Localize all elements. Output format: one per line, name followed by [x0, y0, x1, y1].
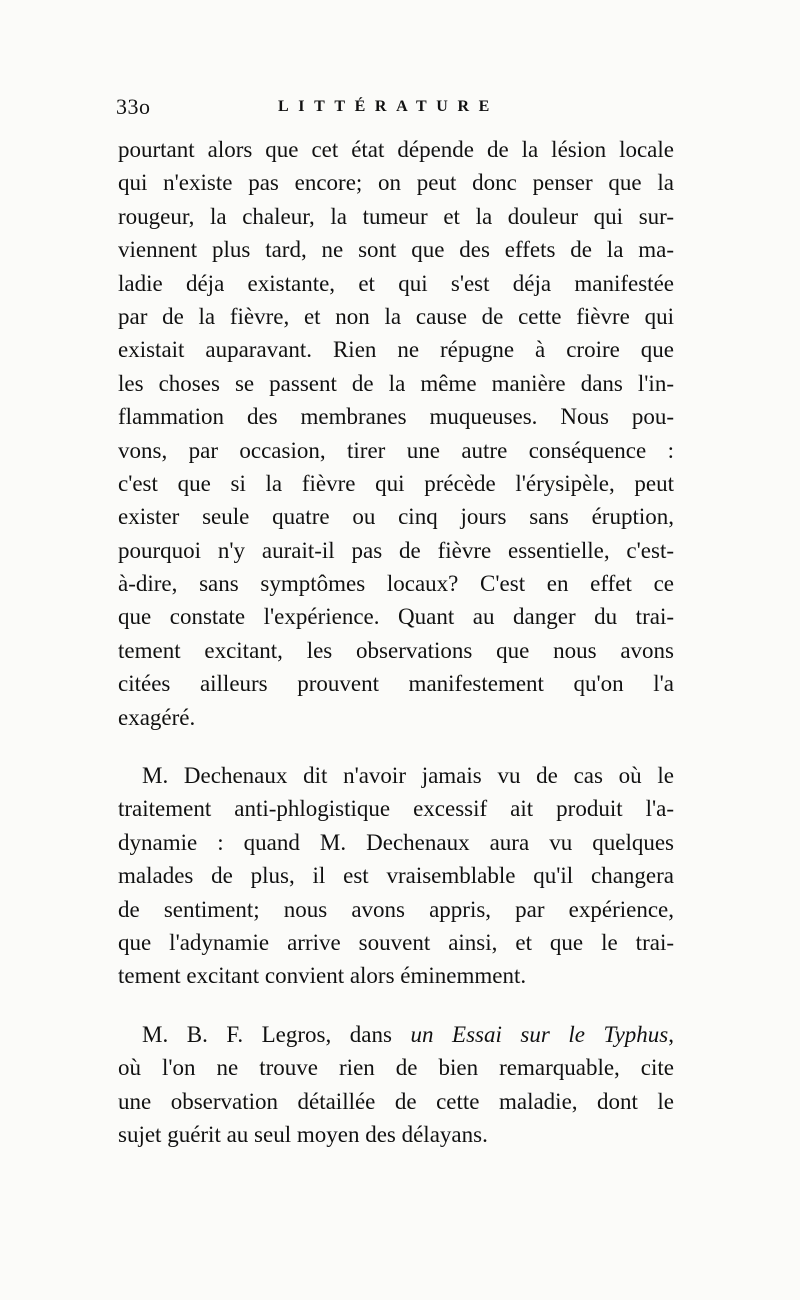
text-line: viennent plus tard, ne sont que des effets de la ma- [118, 237, 674, 263]
paragraph-2 [118, 759, 674, 993]
text-line: les choses se passent de la même manière dans l'in- [118, 370, 674, 396]
text-line [118, 1018, 674, 1051]
text-line: flammation des membranes muqueuses. Nous pou- [118, 404, 674, 430]
running-title: LITTÉRATURE [278, 98, 499, 115]
text-line: de sentiment; nous avons appris, par expérience, [118, 896, 674, 922]
text-line: exagéré. [118, 704, 196, 730]
running-head [116, 94, 686, 124]
text-line: à-dire, sans symptômes locaux? C'est en effet ce [118, 571, 674, 597]
text-line: où l'on ne trouve rien de bien remarquable, cite [118, 1055, 674, 1081]
text-line: dynamie : quand M. Dechenaux aura vu quelques [118, 829, 674, 855]
text-line: c'est que si la fièvre qui précède l'érysipèle, peut [118, 470, 674, 496]
text-line: que constate l'expérience. Quant au danger du trai- [118, 604, 674, 630]
paragraph-gap [118, 734, 674, 759]
text-line: exister seule quatre ou cinq jours sans éruption, [118, 504, 674, 530]
text-line: malades de plus, il est vraisemblable qu'il changera [118, 863, 674, 889]
paragraph-gap [118, 993, 674, 1018]
text-line: qui n'existe pas encore; on peut donc penser que la [118, 170, 674, 196]
text-line: pourquoi n'y aurait-il pas de fièvre essentielle, c'est- [118, 537, 674, 563]
paragraph-3 [118, 1018, 674, 1152]
text-line: ladie déja existante, et qui s'est déja manifestée [118, 270, 674, 296]
text-line: que l'adynamie arrive souvent ainsi, et que le trai- [118, 929, 674, 955]
text-line: rougeur, la chaleur, la tumeur et la douleur qui sur- [118, 203, 674, 229]
text-line: vons, par occasion, tirer une autre conséquence : [118, 437, 674, 463]
text-run: M. B. F. Legros, dans [142, 1021, 411, 1047]
text-line: existait auparavant. Rien ne répugne à croire que [118, 337, 674, 363]
body-text [118, 133, 674, 1151]
text-run: , [668, 1021, 674, 1047]
text-line: citées ailleurs prouvent manifestement qu'on l'a [118, 671, 674, 697]
text-line: tement excitant convient alors éminemment. [118, 963, 527, 989]
text-line: par de la fièvre, et non la cause de cette fièvre qui [118, 303, 674, 329]
page-number: 33o [116, 94, 151, 119]
text-line: tement excitant, les observations que nous avons [118, 637, 674, 663]
text-line: M. Dechenaux dit n'avoir jamais vu de cas où le [142, 763, 674, 789]
text-line: traitement anti-phlogistique excessif ait produit l'a- [118, 796, 674, 822]
text-line: sujet guérit au seul moyen des délayans. [118, 1121, 488, 1147]
text-line: une observation détaillée de cette maladie, dont le [118, 1088, 674, 1114]
paragraph-1 [118, 133, 674, 734]
book-title: un Essai sur le Typhus [410, 1021, 669, 1047]
text-line: pourtant alors que cet état dépende de la lésion locale [118, 137, 674, 162]
